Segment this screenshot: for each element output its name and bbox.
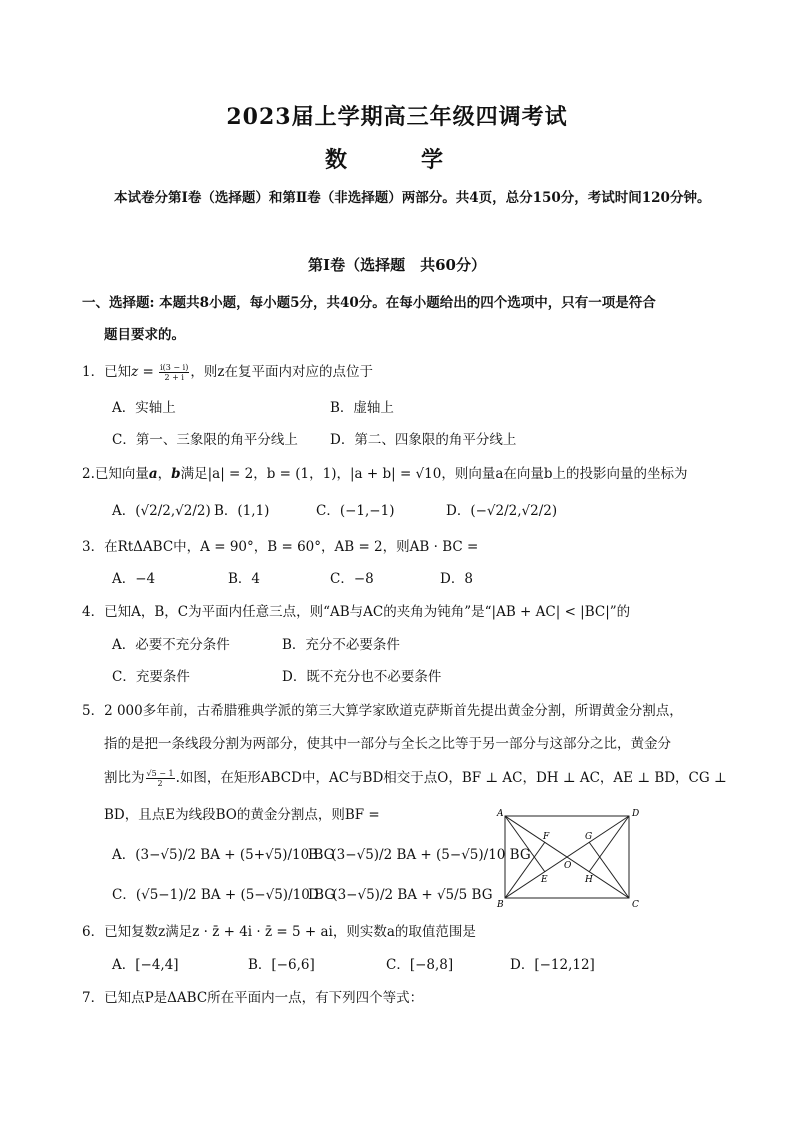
q5-option-c[interactable]: C．(√5−1)/2 BA + (5−√5)/10 BG [112, 887, 336, 903]
q5-option-d[interactable]: D．(3−√5)/2 BA + √5/5 BG [308, 887, 493, 903]
q1-z: z = [131, 364, 159, 380]
question-7: 7．已知点P是ΔABC所在平面内一点，有下列四个等式： [82, 990, 424, 1006]
q4-option-d[interactable]: D．既不充分也不必要条件 [282, 669, 442, 685]
q1-option-b[interactable]: B．虚轴上 [330, 400, 394, 416]
q4-option-b[interactable]: B．充分不必要条件 [282, 637, 400, 653]
figure-label-g: G [585, 832, 593, 842]
figure-label-e: E [541, 875, 548, 885]
q5-line-4: BD，且点E为线段BO的黄金分割点，则BF = [104, 807, 380, 823]
figure-label-f: F [543, 832, 550, 842]
q1-option-c[interactable]: C．第一、三象限的角平分线上 [112, 432, 298, 448]
q5-line-2: 指的是把一条线段分割为两部分，使其中一部分与全长之比等于另一部分与这部分之比，黄金分 [104, 736, 671, 752]
q4-option-c[interactable]: C．充要条件 [112, 669, 190, 685]
q3-option-a[interactable]: A．−4 [112, 571, 156, 587]
q6-option-a[interactable]: A．[−4,4] [112, 957, 179, 973]
q5-line-3-pre: 割比为 [104, 770, 145, 786]
q1-pre: 已知 [104, 364, 132, 380]
question-3: 3．在RtΔABC中，A = 90°，B = 60°，AB = 2，则AB · BC = [82, 539, 479, 555]
figure-label-h: H [585, 875, 593, 885]
figure-label-c: C [632, 900, 639, 910]
q5-option-a[interactable]: A．(3−√5)/2 BA + (5+√5)/10 BG [112, 847, 335, 863]
question-6: 6．已知复数z满足z · z̄ + 4i · z̄ = 5 + ai，则实数a的取值范围是 [82, 924, 476, 940]
q5-line-3-post: .如图，在矩形ABCD中，AC与BD相交于点O，BF ⊥ AC，DH ⊥ AC，AE ⊥ BD，CG ⊥ [175, 770, 727, 786]
q2-text-b: 满足|a| = 2，b = (1，1)，|a + b| = √10，则向量a在向量b上的投影向量的坐标为 [180, 466, 688, 482]
part-line-2: 题目要求的。 [104, 327, 185, 343]
question-1 [82, 362, 373, 382]
question-2: 2.已知向量a，b满足|a| = 2，b = (1，1)，|a + b| = √10，则向量a在向量b上的投影向量的坐标为 [82, 466, 688, 482]
q5-line-1: 5．2 000多年前，古希腊雅典学派的第三大算学家欧道克萨斯首先提出黄金分割，所谓黄金分割点， [82, 703, 683, 719]
q1-number: 1． [82, 364, 105, 380]
q6-option-b[interactable]: B．[−6,6] [248, 957, 315, 973]
part-instructions [82, 287, 722, 351]
exam-intro: 本试卷分第Ⅰ卷（选择题）和第Ⅱ卷（非选择题）两部分。共4页，总分150分，考试时间120分钟。 [114, 190, 711, 206]
q6-option-d[interactable]: D．[−12,12] [510, 957, 595, 973]
q3-option-b[interactable]: B．4 [228, 571, 261, 587]
part-line-1: 一、选择题: 本题共8小题，每小题5分，共40分。在每小题给出的四个选项中，只有一项是符合 [82, 295, 656, 311]
q1-frac-den: 2 + i [164, 373, 184, 382]
rectangle-figure [495, 806, 645, 912]
figure-label-o: O [564, 861, 572, 871]
exam-subject: 数 学 [324, 147, 469, 173]
q1-post: ，则z在复平面内对应的点位于 [190, 364, 373, 380]
q2-text-a: 2.已知向量 [82, 466, 149, 482]
golden-ratio-fraction: $\frac{√5 - 1}{2}$ [146, 769, 174, 788]
q4-option-a[interactable]: A．必要不充分条件 [112, 637, 230, 653]
question-4: 4．已知A，B，C为平面内任意三点，则“AB与AC的夹角为钝角”是“|AB + AC| < |BC|”的 [82, 604, 631, 620]
figure-label-d: D [632, 809, 640, 819]
section-heading: 第Ⅰ卷（选择题 共60分） [308, 256, 486, 274]
q3-option-c[interactable]: C．−8 [330, 571, 374, 587]
q5-option-b[interactable]: B．(3−√5)/2 BA + (5−√5)/10 BG [308, 847, 531, 863]
q6-option-c[interactable]: C．[−8,8] [386, 957, 454, 973]
q3-option-d[interactable]: D．8 [440, 571, 473, 587]
figure-label-a: A [497, 809, 504, 819]
q2-option-d[interactable]: D．(−√2/2,√2/2) [446, 503, 558, 519]
q2-option-b[interactable]: B．(1,1) [214, 503, 270, 519]
figure-label-b: B [497, 900, 504, 910]
q1-option-d[interactable]: D．第二、四象限的角平分线上 [330, 432, 517, 448]
q1-fraction [159, 363, 189, 382]
q5-line-3 [104, 768, 727, 788]
q1-frac-num: i(3 − i) [160, 363, 189, 372]
exam-title: 2023届上学期高三年级四调考试 [226, 104, 568, 130]
q2-option-a[interactable]: A．(√2/2,√2/2) [112, 503, 211, 519]
q1-option-a[interactable]: A．实轴上 [112, 400, 176, 416]
q2-option-c[interactable]: C．(−1,−1) [316, 503, 395, 519]
